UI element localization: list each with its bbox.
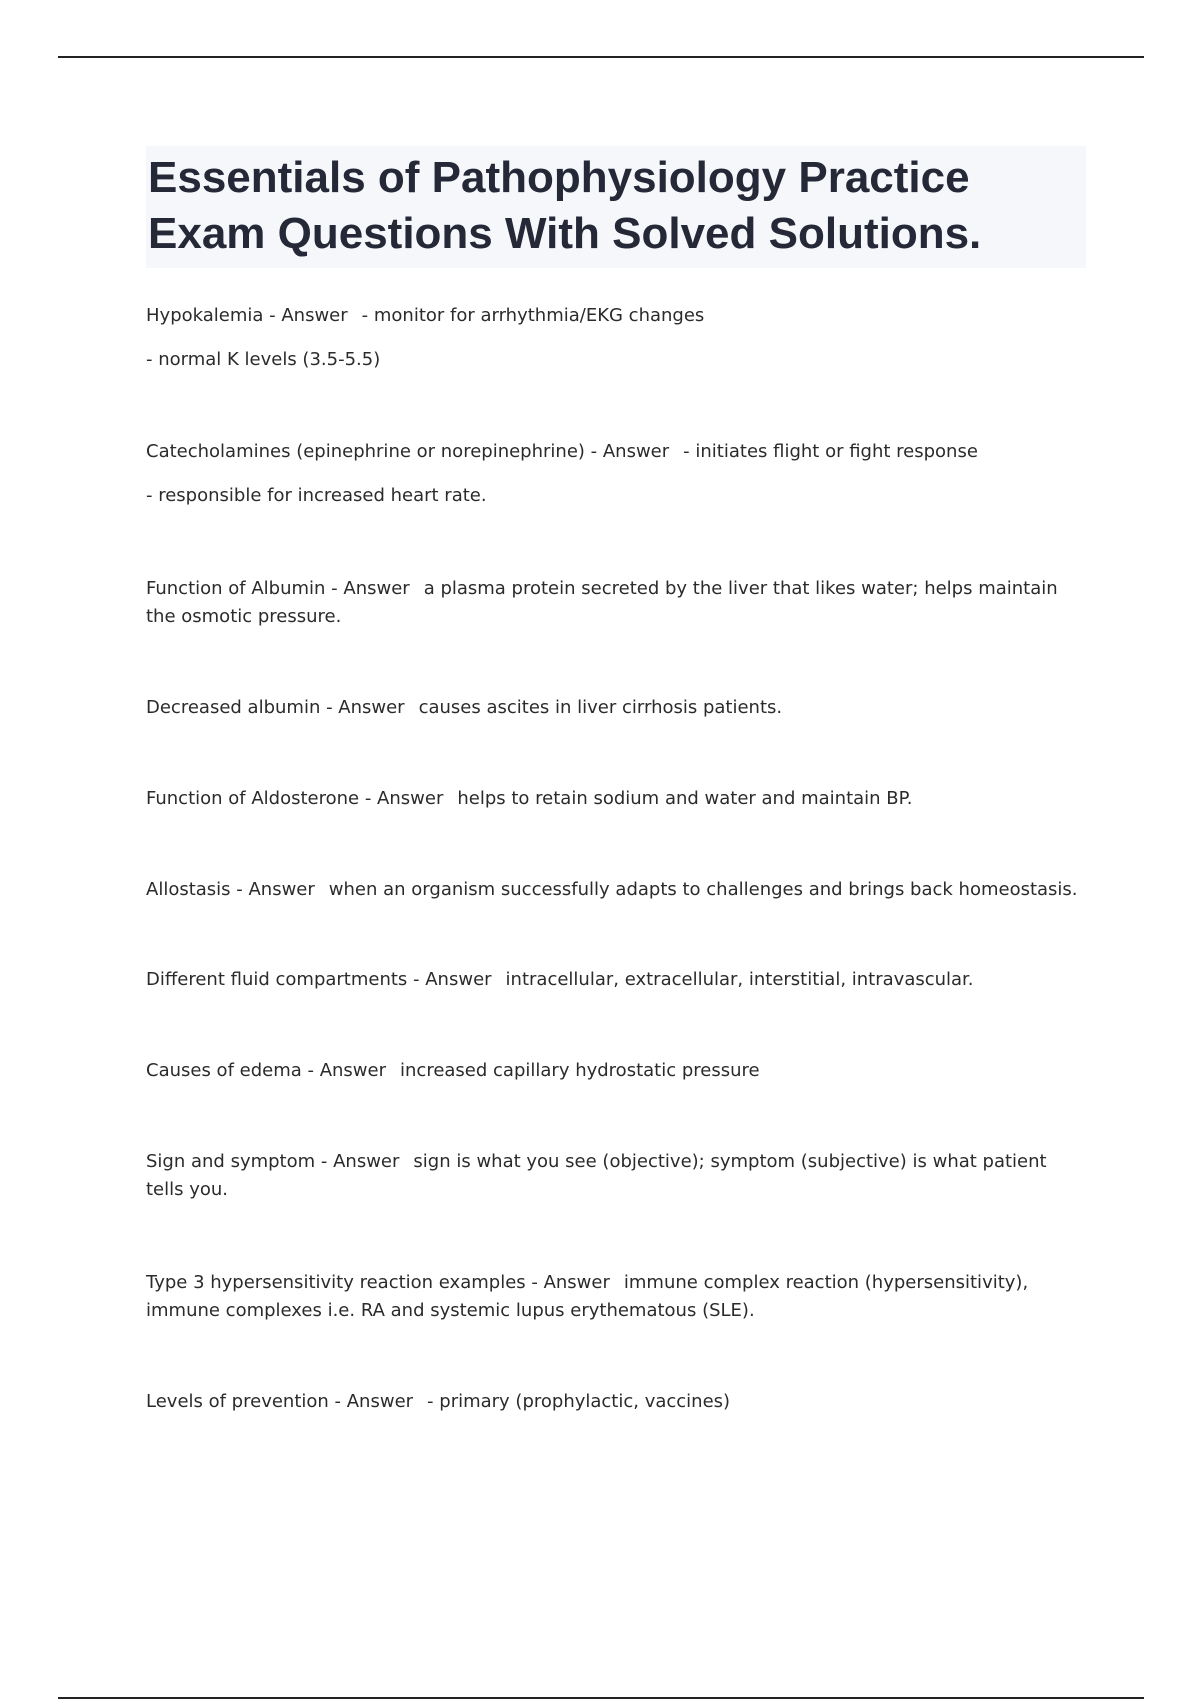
entry-term: Causes of edema - Answer	[146, 1060, 387, 1081]
entry-function-of-albumin	[146, 575, 1086, 631]
entry-term: Function of Aldosterone - Answer	[146, 788, 444, 809]
entry-answer: causes ascites in liver cirrhosis patients.	[418, 697, 783, 718]
entry-line	[146, 438, 1086, 466]
entry-line	[146, 694, 1086, 722]
title-line-1: Essentials of Pathophysiology Practice	[148, 153, 970, 202]
entry-term: Different fluid compartments - Answer	[146, 969, 492, 990]
entry-answer: - initiates flight or fight response	[683, 441, 978, 462]
bottom-rule	[58, 1697, 1144, 1699]
entry-answer: helps to retain sodium and water and maintain BP.	[457, 788, 913, 809]
entry-line	[146, 1057, 1086, 1085]
entry-type-3-hypersensitivity	[146, 1269, 1086, 1325]
entry-extra: - responsible for increased heart rate.	[146, 485, 487, 506]
entry-decreased-albumin	[146, 694, 1086, 722]
entry-fluid-compartments	[146, 966, 1086, 994]
entry-term: Decreased albumin - Answer	[146, 697, 405, 718]
entry-line	[146, 1148, 1086, 1204]
entry-allostasis	[146, 876, 1086, 904]
entry-answer: - monitor for arrhythmia/EKG changes	[361, 305, 705, 326]
entry-line	[146, 966, 1086, 994]
entry-answer: when an organism successfully adapts to challenges and brings back homeostasis.	[328, 879, 1078, 900]
entry-line	[146, 1269, 1086, 1325]
entry-catecholamines	[146, 438, 1086, 510]
document-title	[146, 146, 1086, 268]
entry-answer: - primary (prophylactic, vaccines)	[427, 1391, 731, 1412]
entry-answer: intracellular, extracellular, interstitial, intravascular.	[505, 969, 974, 990]
entry-line	[146, 785, 1086, 813]
entry-line	[146, 1388, 1086, 1416]
entry-levels-of-prevention	[146, 1388, 1086, 1416]
entry-line	[146, 575, 1086, 631]
entry-answer: increased capillary hydrostatic pressure	[400, 1060, 760, 1081]
entry-term: Catecholamines (epinephrine or norepinephrine) - Answer	[146, 441, 670, 462]
entry-answer: a plasma protein secreted by the liver that likes water; helps maintain the osmotic pressure.	[146, 578, 1058, 627]
entry-causes-of-edema	[146, 1057, 1086, 1085]
entry-term: Type 3 hypersensitivity reaction examples - Answer	[146, 1272, 610, 1293]
entry-term: Allostasis - Answer	[146, 879, 315, 900]
title-line-2: Exam Questions With Solved Solutions.	[148, 209, 982, 258]
entry-extra: - normal K levels (3.5-5.5)	[146, 349, 381, 370]
entry-function-of-aldosterone	[146, 785, 1086, 813]
entry-term: Levels of prevention - Answer	[146, 1391, 414, 1412]
entry-answer: sign is what you see (objective); symptom (subjective) is what patient tells you.	[146, 1151, 1047, 1200]
top-rule	[58, 56, 1144, 58]
entry-term: Sign and symptom - Answer	[146, 1151, 400, 1172]
entry-term: Hypokalemia - Answer	[146, 305, 348, 326]
entry-hypokalemia	[146, 302, 1086, 374]
entry-line	[146, 302, 1086, 330]
entry-term: Function of Albumin - Answer	[146, 578, 410, 599]
entry-sign-and-symptom	[146, 1148, 1086, 1204]
entry-line	[146, 876, 1086, 904]
entry-answer: immune complex reaction (hypersensitivity), immune complexes i.e. RA and systemic lupus erythematous (SLE).	[146, 1272, 1029, 1321]
